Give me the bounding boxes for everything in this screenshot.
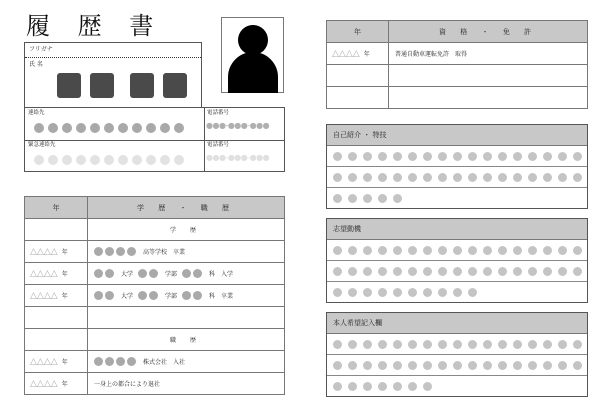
placeholder-dot bbox=[393, 152, 402, 161]
placeholder-dot bbox=[468, 340, 477, 349]
placeholder-dot bbox=[573, 246, 582, 255]
placeholder-dot bbox=[438, 288, 447, 297]
placeholder-dot bbox=[94, 357, 103, 366]
furigana-label: フリガナ bbox=[25, 43, 201, 58]
year-cell[interactable] bbox=[327, 87, 389, 109]
placeholder-dot bbox=[174, 155, 184, 165]
year-cell[interactable] bbox=[25, 373, 88, 395]
placeholder-dot bbox=[468, 288, 477, 297]
year-cell[interactable] bbox=[25, 329, 88, 351]
placeholder-dot bbox=[348, 194, 357, 203]
license-table bbox=[326, 20, 588, 109]
placeholder-dot bbox=[498, 246, 507, 255]
placeholder-dot bbox=[348, 246, 357, 255]
placeholder-dot bbox=[513, 340, 522, 349]
placeholder-dot bbox=[378, 361, 387, 370]
license-year-header: 年 bbox=[327, 21, 389, 43]
history-entry[interactable] bbox=[88, 307, 285, 329]
year-cell[interactable] bbox=[327, 65, 389, 87]
history-row[interactable] bbox=[25, 351, 285, 373]
license-row[interactable] bbox=[327, 87, 588, 109]
placeholder-dot bbox=[48, 123, 58, 133]
placeholder-dot bbox=[498, 173, 507, 182]
placeholder-dot bbox=[573, 361, 582, 370]
placeholder-dot bbox=[468, 246, 477, 255]
placeholder-dot bbox=[94, 291, 103, 300]
placeholder-dot bbox=[423, 152, 432, 161]
placeholder-dot bbox=[558, 246, 567, 255]
placeholder-dot bbox=[149, 291, 158, 300]
placeholder-dot bbox=[438, 361, 447, 370]
year-header: 年 bbox=[25, 197, 88, 219]
placeholder-dot bbox=[558, 173, 567, 182]
placeholder-dot bbox=[333, 382, 342, 391]
placeholder-dot bbox=[378, 194, 387, 203]
placeholder-dot bbox=[423, 340, 432, 349]
placeholder-dot bbox=[393, 246, 402, 255]
year-placeholder: △△△△ bbox=[30, 378, 58, 389]
placeholder-dot bbox=[528, 173, 537, 182]
placeholder-dot bbox=[138, 269, 147, 278]
year-suffix: 年 bbox=[61, 270, 68, 278]
placeholder-dot bbox=[408, 340, 417, 349]
entry-text: 大学 bbox=[121, 293, 134, 300]
placeholder-dot bbox=[76, 155, 86, 165]
license-row[interactable] bbox=[327, 65, 588, 87]
placeholder-dot bbox=[573, 267, 582, 276]
year-suffix: 年 bbox=[61, 248, 68, 256]
placeholder-dot bbox=[127, 357, 136, 366]
name-box bbox=[24, 42, 202, 108]
placeholder-dot bbox=[513, 246, 522, 255]
placeholder-dot bbox=[378, 340, 387, 349]
section-line[interactable] bbox=[327, 167, 587, 188]
placeholder-dot bbox=[333, 267, 342, 276]
placeholder-dot bbox=[438, 152, 447, 161]
placeholder-dot bbox=[182, 291, 191, 300]
placeholder-dot bbox=[348, 267, 357, 276]
placeholder-dot bbox=[423, 267, 432, 276]
history-entry[interactable] bbox=[88, 285, 285, 307]
placeholder-dot bbox=[528, 246, 537, 255]
history-row[interactable] bbox=[25, 285, 285, 307]
placeholder-dot bbox=[513, 267, 522, 276]
placeholder-dot bbox=[378, 173, 387, 182]
section-title: 本人希望記入欄 bbox=[327, 313, 587, 334]
placeholder-dot bbox=[363, 288, 372, 297]
year-placeholder: △△△△ bbox=[30, 356, 58, 367]
placeholder-dot bbox=[543, 246, 552, 255]
placeholder-dot bbox=[558, 267, 567, 276]
section-line[interactable] bbox=[327, 355, 587, 376]
placeholder-dot bbox=[94, 247, 103, 256]
placeholder-dot bbox=[468, 267, 477, 276]
placeholder-dot bbox=[94, 269, 103, 278]
placeholder-dot bbox=[62, 155, 72, 165]
placeholder-dot bbox=[333, 246, 342, 255]
contact-box bbox=[24, 107, 285, 172]
section-line[interactable] bbox=[327, 376, 587, 396]
entry-text: 高等学校 卒業 bbox=[143, 249, 186, 256]
license-entry[interactable] bbox=[389, 87, 588, 109]
name-char-block bbox=[130, 73, 154, 98]
placeholder-dot bbox=[513, 152, 522, 161]
placeholder-dot bbox=[104, 155, 114, 165]
placeholder-dot bbox=[118, 123, 128, 133]
placeholder-dot bbox=[363, 361, 372, 370]
emergency-label: 緊急連絡先 bbox=[28, 142, 56, 148]
placeholder-dot bbox=[62, 123, 72, 133]
placeholder-dot bbox=[174, 123, 184, 133]
placeholder-dot bbox=[116, 247, 125, 256]
placeholder-dot bbox=[363, 267, 372, 276]
entry-text: 科 入学 bbox=[209, 271, 234, 278]
placeholder-dot bbox=[528, 152, 537, 161]
history-row[interactable] bbox=[25, 241, 285, 263]
license-entry[interactable]: 普通自動車運転免許 取得 bbox=[389, 43, 588, 65]
placeholder-dot bbox=[105, 247, 114, 256]
placeholder-dot bbox=[138, 291, 147, 300]
year-cell[interactable] bbox=[327, 43, 389, 65]
placeholder-dot bbox=[558, 152, 567, 161]
history-subheading[interactable]: 学 歴 bbox=[88, 219, 285, 241]
placeholder-dot bbox=[483, 340, 492, 349]
placeholder-dot bbox=[160, 155, 170, 165]
placeholder-dot bbox=[34, 155, 44, 165]
placeholder-dot bbox=[483, 173, 492, 182]
placeholder-dot bbox=[333, 194, 342, 203]
history-body bbox=[25, 219, 285, 395]
placeholder-dot bbox=[363, 173, 372, 182]
placeholder-dot bbox=[408, 361, 417, 370]
placeholder-dot bbox=[558, 340, 567, 349]
placeholder-dot bbox=[90, 123, 100, 133]
placeholder-dot bbox=[423, 246, 432, 255]
section-line[interactable] bbox=[327, 261, 587, 282]
name-field[interactable] bbox=[57, 73, 196, 98]
placeholder-dot bbox=[348, 288, 357, 297]
entry-text: 株式会社 入社 bbox=[143, 359, 186, 366]
section-line[interactable] bbox=[327, 240, 587, 261]
entry-text: 一身上の都合により退社 bbox=[94, 381, 161, 388]
name-label: 氏 名 bbox=[29, 61, 43, 68]
placeholder-dot bbox=[453, 246, 462, 255]
placeholder-dot bbox=[333, 173, 342, 182]
placeholder-dot bbox=[105, 269, 114, 278]
year-placeholder: △△△△ bbox=[30, 246, 58, 257]
placeholder-dot bbox=[105, 357, 114, 366]
year-suffix: 年 bbox=[363, 50, 370, 58]
license-row[interactable] bbox=[327, 43, 588, 65]
placeholder-dot bbox=[498, 267, 507, 276]
section-self-pr bbox=[326, 124, 588, 209]
placeholder-dot bbox=[333, 361, 342, 370]
address-field[interactable] bbox=[25, 108, 205, 140]
placeholder-dot bbox=[483, 361, 492, 370]
placeholder-dot bbox=[543, 152, 552, 161]
phone-value: ●●●-●●●-●●● bbox=[206, 121, 270, 130]
placeholder-dot bbox=[543, 173, 552, 182]
placeholder-dot bbox=[513, 361, 522, 370]
placeholder-dot bbox=[193, 291, 202, 300]
placeholder-dot bbox=[408, 382, 417, 391]
placeholder-dot bbox=[408, 288, 417, 297]
section-title: 志望動機 bbox=[327, 219, 587, 240]
year-suffix: 年 bbox=[61, 358, 68, 366]
year-cell[interactable] bbox=[25, 241, 88, 263]
placeholder-dot bbox=[498, 340, 507, 349]
placeholder-dot bbox=[423, 288, 432, 297]
placeholder-dot bbox=[528, 267, 537, 276]
placeholder-dot bbox=[528, 361, 537, 370]
placeholder-dot bbox=[483, 246, 492, 255]
placeholder-dot bbox=[408, 173, 417, 182]
placeholder-dot bbox=[438, 173, 447, 182]
year-placeholder: △△△△ bbox=[30, 290, 58, 301]
placeholder-dot bbox=[408, 152, 417, 161]
placeholder-dot bbox=[127, 247, 136, 256]
section-line[interactable] bbox=[327, 146, 587, 167]
placeholder-dot bbox=[513, 173, 522, 182]
emergency-phone-value: ●●●-●●●-●●● bbox=[206, 153, 270, 162]
placeholder-dot bbox=[393, 361, 402, 370]
placeholder-dot bbox=[453, 361, 462, 370]
placeholder-dot bbox=[438, 340, 447, 349]
placeholder-dot bbox=[105, 291, 114, 300]
placeholder-dot bbox=[393, 173, 402, 182]
placeholder-dot bbox=[48, 155, 58, 165]
year-cell[interactable] bbox=[25, 219, 88, 241]
placeholder-dot bbox=[34, 123, 44, 133]
placeholder-dot bbox=[363, 246, 372, 255]
placeholder-dot bbox=[333, 340, 342, 349]
placeholder-dot bbox=[558, 361, 567, 370]
person-silhouette-body bbox=[228, 52, 278, 93]
year-cell[interactable] bbox=[25, 285, 88, 307]
page-title: 履 歴 書 bbox=[26, 12, 164, 40]
placeholder-dot bbox=[408, 246, 417, 255]
placeholder-dot bbox=[438, 246, 447, 255]
placeholder-dot bbox=[423, 361, 432, 370]
placeholder-dot bbox=[573, 173, 582, 182]
placeholder-dot bbox=[408, 267, 417, 276]
placeholder-dot bbox=[193, 269, 202, 278]
license-body bbox=[327, 43, 588, 109]
placeholder-dot bbox=[378, 288, 387, 297]
placeholder-dot bbox=[393, 382, 402, 391]
section-title: 自己紹介 ・ 特技 bbox=[327, 125, 587, 146]
placeholder-dot bbox=[363, 152, 372, 161]
emergency-phone-label: 電話番号 bbox=[207, 142, 230, 148]
placeholder-dot bbox=[573, 340, 582, 349]
placeholder-dot bbox=[468, 361, 477, 370]
placeholder-dot bbox=[483, 152, 492, 161]
person-silhouette-icon bbox=[238, 25, 268, 55]
placeholder-dot bbox=[573, 152, 582, 161]
placeholder-dot bbox=[528, 340, 537, 349]
placeholder-dot bbox=[423, 382, 432, 391]
placeholder-dot bbox=[348, 173, 357, 182]
placeholder-dot bbox=[483, 267, 492, 276]
history-row[interactable] bbox=[25, 373, 285, 395]
placeholder-dot bbox=[393, 194, 402, 203]
placeholder-dot bbox=[468, 173, 477, 182]
entry-text: 学部 bbox=[165, 271, 178, 278]
license-entry[interactable] bbox=[389, 65, 588, 87]
placeholder-dot bbox=[498, 361, 507, 370]
emergency-address-field[interactable] bbox=[25, 140, 205, 172]
year-placeholder: △△△△ bbox=[30, 268, 58, 279]
placeholder-dot bbox=[132, 123, 142, 133]
placeholder-dot bbox=[363, 194, 372, 203]
placeholder-dot bbox=[149, 269, 158, 278]
placeholder-dot bbox=[132, 155, 142, 165]
section-line[interactable] bbox=[327, 334, 587, 355]
history-subheading[interactable]: 職 歴 bbox=[88, 329, 285, 351]
placeholder-dot bbox=[453, 288, 462, 297]
emergency-phone-field[interactable] bbox=[204, 140, 284, 172]
section-preferences bbox=[326, 312, 588, 397]
placeholder-dot bbox=[348, 382, 357, 391]
placeholder-dot bbox=[363, 340, 372, 349]
history-row[interactable] bbox=[25, 329, 285, 351]
name-char-block bbox=[163, 73, 187, 98]
placeholder-dot bbox=[160, 123, 170, 133]
entry-text: 学部 bbox=[165, 293, 178, 300]
emergency-row bbox=[25, 140, 284, 172]
address-label: 連絡先 bbox=[28, 110, 45, 116]
placeholder-dot bbox=[453, 173, 462, 182]
year-suffix: 年 bbox=[61, 292, 68, 300]
placeholder-dot bbox=[182, 269, 191, 278]
contact-row bbox=[25, 108, 284, 141]
placeholder-dot bbox=[116, 357, 125, 366]
placeholder-dot bbox=[378, 246, 387, 255]
placeholder-dot bbox=[393, 288, 402, 297]
history-entry[interactable] bbox=[88, 241, 285, 263]
placeholder-dot bbox=[393, 267, 402, 276]
placeholder-dot bbox=[90, 155, 100, 165]
placeholder-dot bbox=[348, 361, 357, 370]
license-header: 資 格 ・ 免 許 bbox=[389, 21, 588, 43]
phone-label: 電話番号 bbox=[207, 110, 230, 116]
history-header: 学 歴 ・ 職 歴 bbox=[88, 197, 285, 219]
name-char-block bbox=[90, 73, 114, 98]
year-cell[interactable] bbox=[25, 351, 88, 373]
placeholder-dot bbox=[453, 267, 462, 276]
entry-text: 大学 bbox=[121, 271, 134, 278]
placeholder-dot bbox=[104, 123, 114, 133]
history-row[interactable] bbox=[25, 307, 285, 329]
placeholder-dot bbox=[333, 288, 342, 297]
placeholder-dot bbox=[378, 152, 387, 161]
emergency-address-value bbox=[25, 151, 204, 165]
history-entry[interactable] bbox=[88, 373, 285, 395]
entry-text: 科 卒業 bbox=[209, 293, 234, 300]
section-line[interactable] bbox=[327, 188, 587, 208]
placeholder-dot bbox=[393, 340, 402, 349]
section-line[interactable] bbox=[327, 282, 587, 302]
placeholder-dot bbox=[378, 382, 387, 391]
placeholder-dot bbox=[543, 361, 552, 370]
placeholder-dot bbox=[146, 123, 156, 133]
year-cell[interactable] bbox=[25, 263, 88, 285]
placeholder-dot bbox=[363, 382, 372, 391]
year-placeholder: △△△△ bbox=[332, 48, 360, 59]
phone-field[interactable] bbox=[204, 108, 284, 140]
placeholder-dot bbox=[453, 340, 462, 349]
placeholder-dot bbox=[423, 173, 432, 182]
placeholder-dot bbox=[378, 267, 387, 276]
address-value bbox=[25, 119, 204, 133]
placeholder-dot bbox=[76, 123, 86, 133]
section-motivation bbox=[326, 218, 588, 303]
photo-frame[interactable] bbox=[221, 17, 284, 93]
placeholder-dot bbox=[146, 155, 156, 165]
placeholder-dot bbox=[453, 152, 462, 161]
placeholder-dot bbox=[543, 340, 552, 349]
placeholder-dot bbox=[438, 267, 447, 276]
placeholder-dot bbox=[468, 152, 477, 161]
placeholder-dot bbox=[543, 267, 552, 276]
placeholder-dot bbox=[333, 152, 342, 161]
placeholder-dot bbox=[348, 340, 357, 349]
placeholder-dot bbox=[498, 152, 507, 161]
history-entry[interactable] bbox=[88, 351, 285, 373]
placeholder-dot bbox=[118, 155, 128, 165]
history-row[interactable] bbox=[25, 219, 285, 241]
year-cell[interactable] bbox=[25, 307, 88, 329]
history-row[interactable] bbox=[25, 263, 285, 285]
history-table bbox=[24, 196, 285, 395]
year-suffix: 年 bbox=[61, 380, 68, 388]
history-entry[interactable] bbox=[88, 263, 285, 285]
name-char-block bbox=[57, 73, 81, 98]
placeholder-dot bbox=[348, 152, 357, 161]
